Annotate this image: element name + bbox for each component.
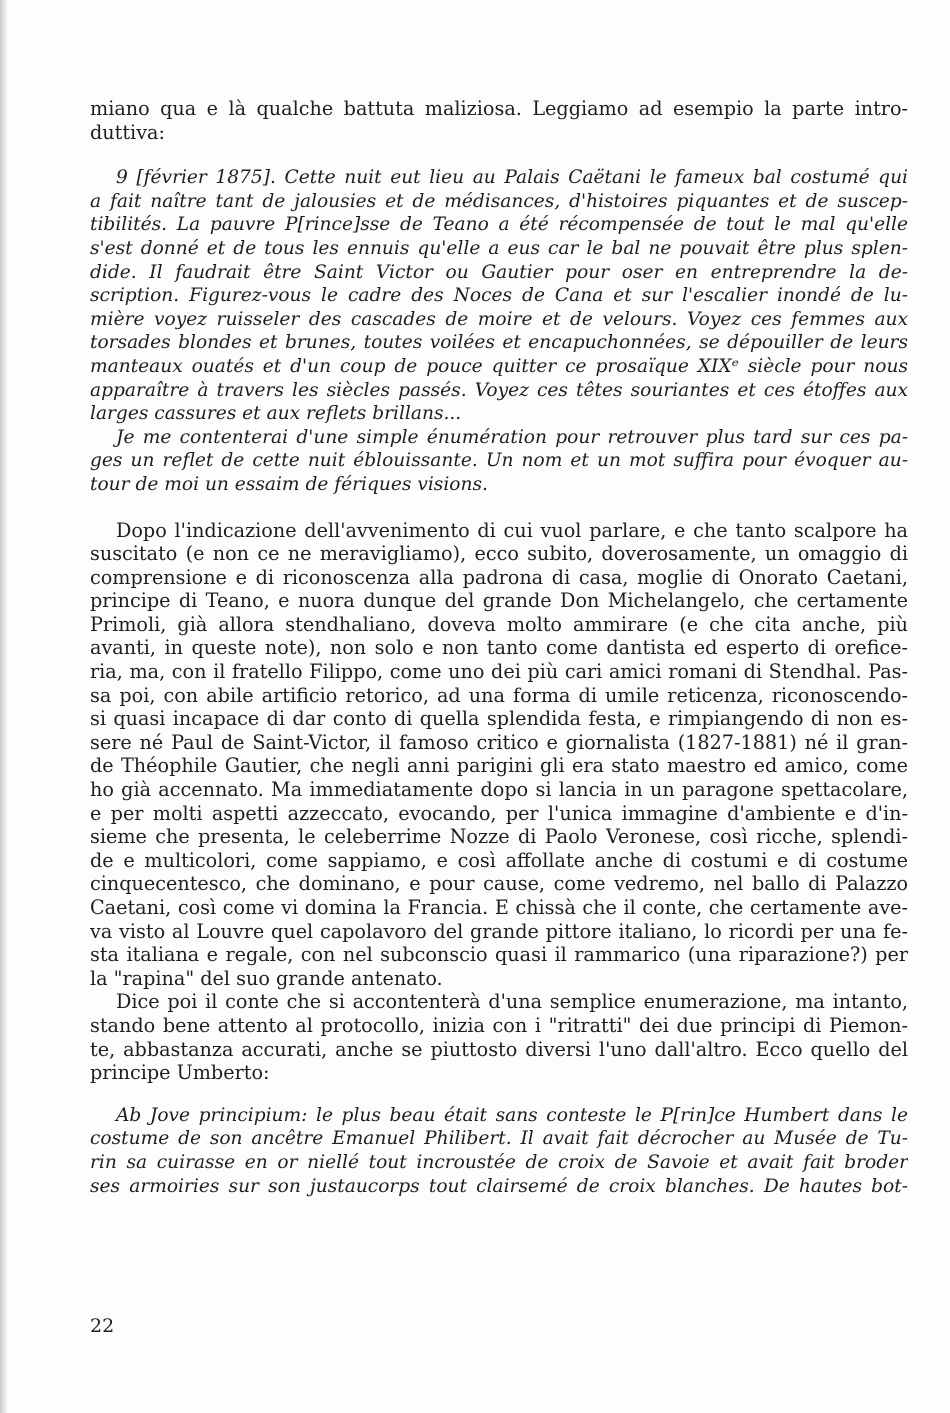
text-line: duttiva: bbox=[90, 120, 165, 144]
page-spine-shadow bbox=[0, 0, 8, 1413]
text-line: stando bene attento al protocollo, inizia con i "ritratti" dei due principi di Piemon- bbox=[90, 1013, 908, 1037]
quote-line: larges cassures et aux reflets brillans... bbox=[90, 403, 462, 425]
quote-line: tibilités. La pauvre P[rince]sse de Teano a été récompensée de tout le mal qu'elle bbox=[90, 214, 908, 236]
quote-line: tour de moi un essaim de fériques visions. bbox=[90, 473, 488, 495]
quote-line: ges un reflet de cette nuit éblouissante. Un nom et un mot suffira pour évoquer au- bbox=[90, 450, 908, 472]
text-line: principe di Teano, e nuora dunque del grande Don Michelangelo, che certamente bbox=[90, 589, 908, 613]
spacer bbox=[90, 497, 908, 519]
quote-diary-entry bbox=[90, 166, 908, 496]
quote-line: Ab Jove principium: le plus beau était sans conteste le P[rin]ce Humbert dans le bbox=[116, 1104, 908, 1126]
body-paragraph bbox=[90, 519, 908, 1085]
text-line: sieme che presenta, le celeberrime Nozze di Paolo Veronese, così ricche, splendi- bbox=[90, 825, 908, 849]
text-line: va visto al Louvre quel capolavoro del grande pittore italiano, lo ricordi per una fe- bbox=[90, 919, 908, 943]
quote-line: rin sa cuirasse en or niellé tout incroustée de croix de Savoie et avait fait broder bbox=[90, 1151, 908, 1173]
text-line: principe Umberto: bbox=[90, 1061, 270, 1085]
quote-line: s'est donné et de tous les ennuis qu'elle a eus car le bal ne pouvait être plus splen- bbox=[90, 237, 908, 259]
text-line: de e multicolori, come sappiamo, e così affollate anche di costumi e di costume bbox=[90, 848, 908, 872]
text-line: Primoli, già allora stendhaliano, doveva molto ammirare (e che cita anche, più bbox=[90, 612, 908, 636]
text-line: Dice poi il conte che si accontenterà d'una semplice enumerazione, ma intanto, bbox=[116, 990, 908, 1014]
text-line: ho già accennato. Ma immediatamente dopo si lancia in un paragone spettacolare, bbox=[90, 778, 908, 802]
text-line: te, abbastanza accurati, anche se piuttosto diversi l'uno dall'altro. Ecco quello del bbox=[90, 1037, 908, 1061]
quote-line: costume de son ancêtre Emanuel Philibert. Il avait fait décrocher au Musée de Tu- bbox=[90, 1128, 908, 1150]
text-line: sa poi, con abile artificio retorico, ad una forma di umile reticenza, riconoscendo- bbox=[90, 683, 908, 707]
text-block bbox=[90, 97, 908, 1198]
quote-prince-humbert bbox=[90, 1104, 908, 1198]
text-line: sta italiana e regale, con nel subconscio quasi il rammarico (una riparazione?) per bbox=[90, 943, 908, 967]
quote-line: ses armoiries sur son justaucorps tout clairsemé de croix blanches. De hautes bot- bbox=[90, 1175, 908, 1197]
text-line: Dopo l'indicazione dell'avvenimento di cui vuol parlare, e che tanto scalpore ha bbox=[116, 518, 908, 542]
intro-paragraph bbox=[90, 97, 908, 144]
quote-line: scription. Figurez-vous le cadre des Noces de Cana et sur l'escalier inondé de lu- bbox=[90, 285, 908, 307]
quote-line: apparaître à travers les siècles passés. Voyez ces têtes souriantes et ces étoffes aux bbox=[90, 379, 908, 401]
text-line: ria, ma, con il fratello Filippo, come uno dei più cari amici romani di Stendhal. Pas- bbox=[90, 660, 908, 684]
quote-line: a fait naître tant de jalousies et de médisances, d'histoires piquantes et de suscep- bbox=[90, 190, 908, 212]
quote-line: torsades blondes et brunes, toutes voilées et encapuchonnées, se dépouiller de leurs bbox=[90, 332, 908, 354]
quote-line: mière voyez ruisseler des cascades de moire et de velours. Voyez ces femmes aux bbox=[90, 308, 908, 330]
text-line: si quasi incapace di dar conto di quella splendida festa, e rimpiangendo di non es- bbox=[90, 707, 908, 731]
text-line: avanti, in queste note), non solo e non tanto come dantista ed esperto di orefice- bbox=[90, 636, 908, 660]
quote-line: dide. Il faudrait être Saint Victor ou Gautier pour oser en entreprendre la de- bbox=[90, 261, 908, 283]
text-line: cinquecentesco, che dominano, e pour cause, come vedremo, nel ballo di Palazzo bbox=[90, 872, 908, 896]
text-line: de Théophile Gautier, che negli anni parigini gli era stato maestro ed amico, come bbox=[90, 754, 908, 778]
spacer bbox=[90, 1085, 908, 1104]
text-line: suscitato (e non ce ne meravigliamo), ecco subito, doverosamente, un omaggio di bbox=[90, 542, 908, 566]
quote-line: 9 [février 1875]. Cette nuit eut lieu au Palais Caëtani le fameux bal costumé qui bbox=[116, 167, 908, 189]
text-line: Caetani, così come vi domina la Francia. E chissà che il conte, che certamente ave- bbox=[90, 896, 908, 919]
text-line: e per molti aspetti azzeccato, evocando, per l'unica immagine d'ambiente e d'in- bbox=[90, 801, 908, 825]
text-line: miano qua e là qualche battuta maliziosa. Leggiamo ad esempio la parte intro- bbox=[90, 97, 908, 120]
spacer bbox=[90, 144, 908, 166]
page-number: 22 bbox=[90, 1315, 115, 1337]
text-line: comprensione e di riconoscenza alla padrona di casa, moglie di Onorato Caetani, bbox=[90, 565, 908, 589]
text-line: sere né Paul de Saint-Victor, il famoso critico e giornalista (1827-1881) né il gran- bbox=[90, 730, 908, 754]
quote-line: Je me contenterai d'une simple énumération pour retrouver plus tard sur ces pa- bbox=[116, 426, 908, 448]
quote-line: manteaux ouatés et d'un coup de pouce quitter ce prosaïque XIXᵉ siècle pour nous bbox=[90, 355, 908, 377]
text-line: la "rapina" del suo grande antenato. bbox=[90, 966, 443, 990]
